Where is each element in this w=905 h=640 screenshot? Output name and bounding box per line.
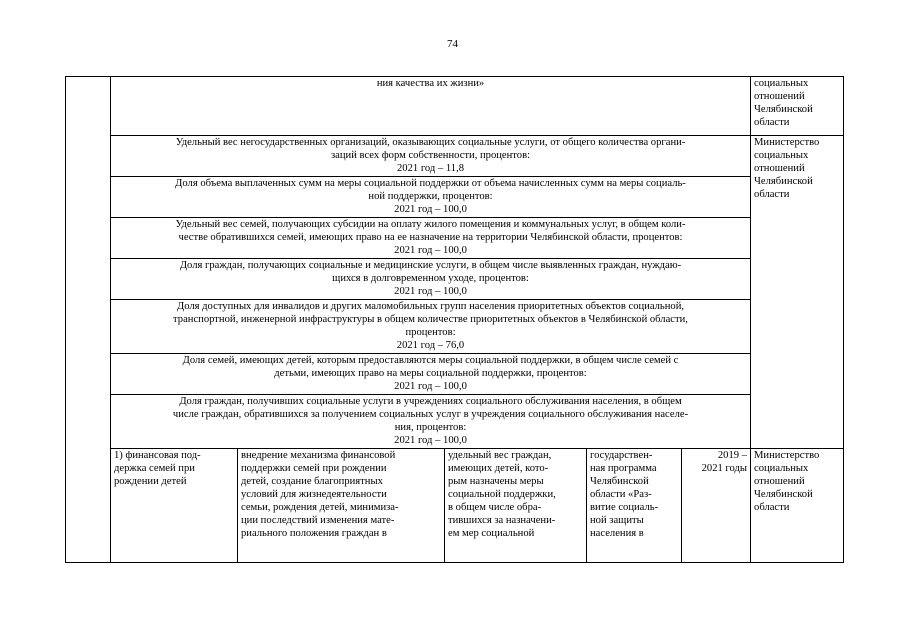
indicator-text: заций всех форм собственности, процентов: <box>330 150 531 161</box>
indicator-row <box>66 300 844 354</box>
indicator-text: Доля граждан, получивших социальные услуги в учреждениях социального обслуживания населения, в общем <box>179 396 682 407</box>
task-indicator-text: рым назначены меры <box>448 476 544 487</box>
table-row-continuation <box>66 77 844 136</box>
responsible-cell <box>751 136 844 449</box>
responsible-line: отношений <box>754 163 805 174</box>
number-cell <box>66 77 111 563</box>
measures-text: детей, создание благоприятных <box>241 476 383 487</box>
program-text: ная программа <box>590 463 657 474</box>
responsible-line: социальных <box>754 150 809 161</box>
period-text: 2021 годы <box>701 463 748 474</box>
indicator-cell <box>111 395 751 449</box>
responsible-line: Челябинской <box>754 489 813 500</box>
indicator-value: 2021 год – 100,0 <box>394 381 467 392</box>
indicator-text: Доля объема выплаченных сумм на меры социальной поддержки от объема начисленных сумм на меры социаль- <box>175 178 686 189</box>
task-indicator-text: имеющих детей, кото- <box>448 463 549 474</box>
continued-text: ния качества их жизни» <box>376 78 485 89</box>
indicator-value: 2021 год – 100,0 <box>394 245 467 256</box>
indicator-text: Доля доступных для инвалидов и других маломобильных групп населения приоритетных объектов социальной, <box>176 301 685 312</box>
indicator-text: ния, процентов: <box>394 422 467 433</box>
indicator-cell <box>111 354 751 395</box>
responsible-line: области <box>754 502 790 513</box>
responsible-line: социальных <box>754 78 809 89</box>
program-table <box>65 76 844 563</box>
program-text: государствен- <box>590 450 653 461</box>
measures-cell <box>238 449 445 563</box>
indicator-text: щихся в долговременном уходе, процентов: <box>332 273 529 284</box>
indicator-cell <box>111 259 751 300</box>
responsible-line: области <box>754 189 790 200</box>
indicator-text: детьми, имеющих право на меры социальной поддержки, процентов: <box>274 368 587 379</box>
indicator-row <box>66 259 844 300</box>
task-indicator-text: тившихся за назначени- <box>448 515 556 526</box>
period-cell <box>682 449 751 563</box>
task-indicator-text: ем мер социальной <box>448 528 535 539</box>
measures-text: условий для жизнедеятельности <box>241 489 387 500</box>
indicator-text: Доля граждан, получающих социальные и медицинские услуги, в общем числе выявленных граждан, нуждаю- <box>179 260 682 271</box>
task-indicator-text: в общем числе обра- <box>448 502 542 513</box>
indicator-text: честве обратившихся семей, имеющих право на ее назначение на территории Челябинской области, процентов: <box>178 232 683 243</box>
responsible-line: социальных <box>754 463 809 474</box>
task-cell <box>111 449 238 563</box>
period-text: 2019 – <box>717 450 748 461</box>
task-text: 1) финансовая под- <box>114 450 201 461</box>
page-number: 74 <box>447 38 458 50</box>
indicator-row <box>66 136 844 177</box>
indicator-cell <box>111 136 751 177</box>
responsible-line: отношений <box>754 91 805 102</box>
program-text: населения в <box>590 528 644 539</box>
task-text: держка семей при <box>114 463 195 474</box>
indicator-value: 2021 год – 100,0 <box>394 286 467 297</box>
indicator-cell <box>111 218 751 259</box>
indicator-row <box>66 177 844 218</box>
program-text: Челябинской <box>590 476 649 487</box>
measures-text: внедрение механизма финансовой <box>241 450 396 461</box>
indicator-cell <box>111 177 751 218</box>
indicator-value: 2021 год – 100,0 <box>394 435 467 446</box>
responsible-line: области <box>754 117 790 128</box>
indicator-text: Доля семей, имеющих детей, которым предоставляются меры социальной поддержки, в общем числе семей с <box>182 355 679 366</box>
indicator-text: процентов: <box>405 327 456 338</box>
task-indicator-text: удельный вес граждан, <box>448 450 552 461</box>
task-responsible-cell <box>751 449 844 563</box>
indicator-text: Удельный вес семей, получающих субсидии на оплату жилого помещения и коммунальных услуг, в общем коли- <box>175 219 686 230</box>
measures-text: ции последствий изменения мате- <box>241 515 395 526</box>
responsible-line: Челябинской <box>754 104 813 115</box>
indicator-text: Удельный вес негосударственных организаций, оказывающих социальные услуги, от общего количества органи- <box>175 137 686 148</box>
task-indicator-text: социальной поддержки, <box>448 489 556 500</box>
responsible-line: Министерство <box>754 450 820 461</box>
indicator-value: 2021 год – 100,0 <box>394 204 467 215</box>
indicator-text: числе граждан, обратившихся за получением социальных услуг в учреждения социального обслуживания населе- <box>172 409 689 420</box>
program-text: области «Раз- <box>590 489 652 500</box>
task-indicator-cell <box>445 449 587 563</box>
responsible-cell-top <box>751 77 844 136</box>
responsible-line: Челябинской <box>754 176 813 187</box>
indicator-text: ной поддержки, процентов: <box>368 191 493 202</box>
measures-text: семьи, рождения детей, минимиза- <box>241 502 399 513</box>
indicator-value: 2021 год – 76,0 <box>396 340 465 351</box>
measures-text: поддержки семей при рождении <box>241 463 387 474</box>
responsible-line: отношений <box>754 476 805 487</box>
measures-text: риального положения граждан в <box>241 528 387 539</box>
program-text: витие социаль- <box>590 502 659 513</box>
continued-text-cell <box>111 77 751 136</box>
indicator-cell <box>111 300 751 354</box>
program-cell <box>587 449 682 563</box>
indicator-row <box>66 218 844 259</box>
program-text: ной защиты <box>590 515 644 526</box>
indicator-value: 2021 год – 11,8 <box>396 163 465 174</box>
task-row <box>66 449 844 563</box>
task-text: рождении детей <box>114 476 187 487</box>
indicator-row <box>66 395 844 449</box>
indicator-text: транспортной, инженерной инфраструктуры в общем количестве приоритетных объектов в Челябинской области, <box>173 314 688 325</box>
responsible-line: Министерство <box>754 137 820 148</box>
indicator-row <box>66 354 844 395</box>
